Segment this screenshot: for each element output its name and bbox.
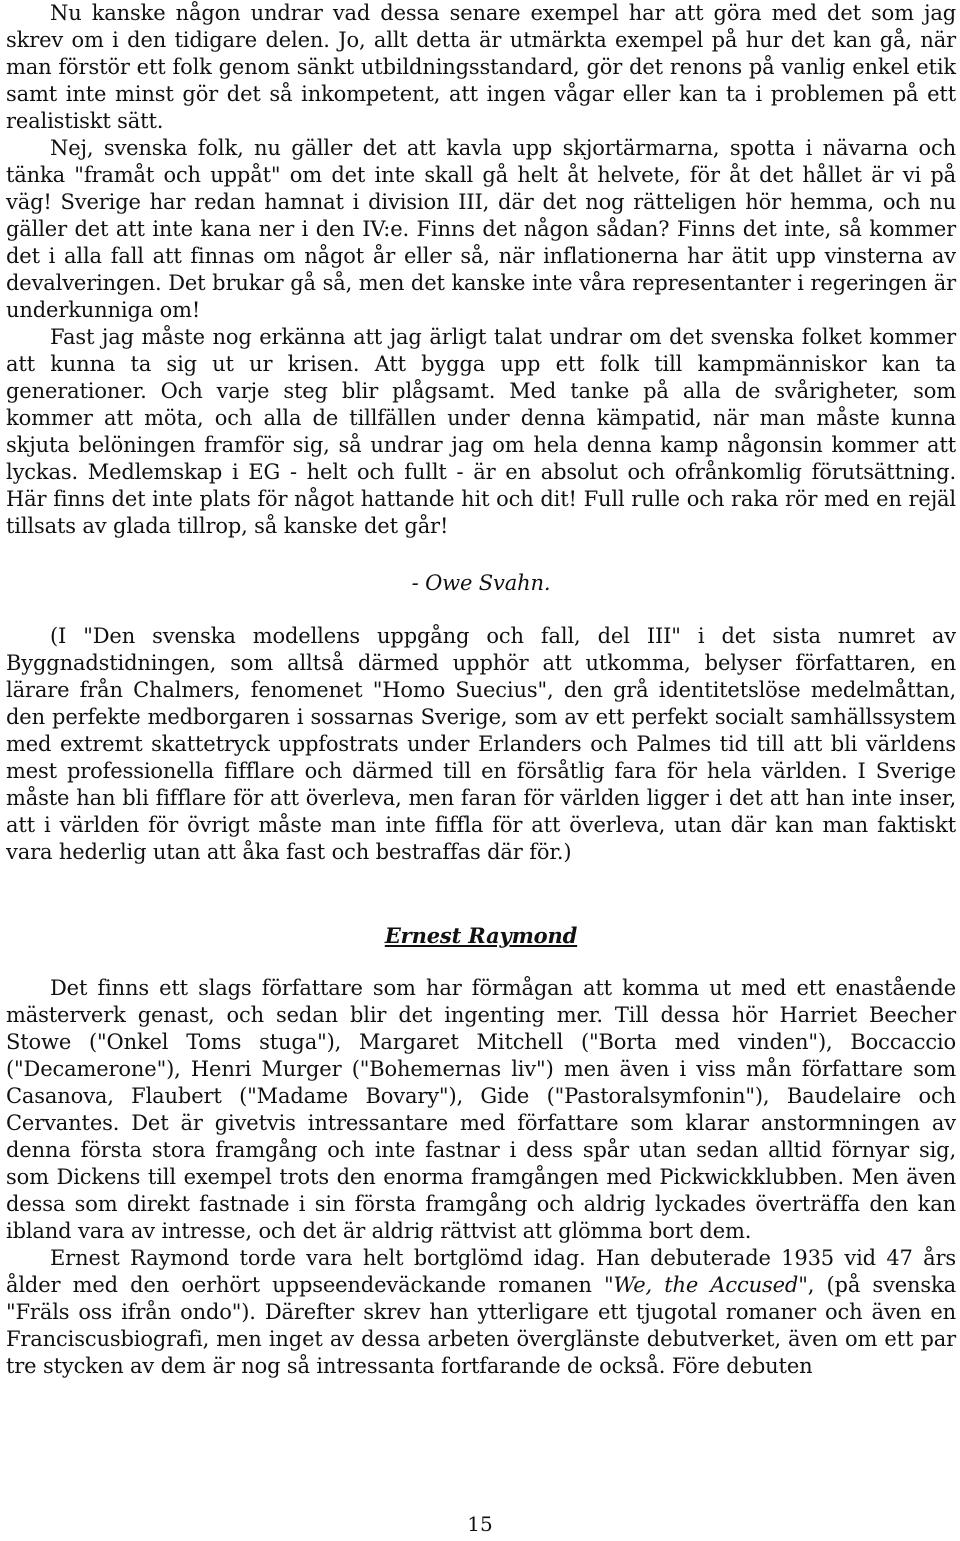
section-title: Ernest Raymond [384,923,578,948]
book-title: "We, the Accused" [603,1273,808,1297]
document-page [6,0,956,1380]
article-paragraph-3: Fast jag måste nog erkänna att jag ärligt talat undrar om det svenska folket kommer att kunna ta sig ut ur krisen. Att bygga upp ett folk till kampmänniskor kan ta generationer. Och varje steg blir plågsamt. Med tanke på alla de svårigheter, som kommer att möta, och alla de tillfällen under denna kämpatid, när man måste kunna skjuta belöningen framför sig, så undrar jag om hela denna kamp någonsin kommer att lyckas. Medlemskap i EG - helt och fullt - är en absolut och ofrånkomlig förutsättning. Här finns det inte plats för något hattande hit och dit! Full rulle och raka rör med en rejäl tillsats av glada tillrop, så kanske det går! [6,325,956,538]
section-paragraph-2-start: Ernest Raymond torde vara helt bortglömd idag. Han debuterade 1935 vid 47 års ålder med den oerhört uppseendeväckande romanen [6,1246,956,1297]
editor-note: (I "Den svenska modellens uppgång och fall, del III" i det sista numret av Byggnadstidningen, som alltså därmed upphör att utkomma, belyser författaren, en lärare från Chalmers, fenomenet "Homo Suecius", den grå identitetslöse medelmåttan, den perfekte medborgaren i sossarnas Sverige, som av ett perfekt socialt samhällssystem med extremt skattetryck uppfostrats under Erlanders och Palmes tid till att bli världens mest professionella fifflare och därmed till en försåtlig fara för hela världen. I Sverige måste han bli fifflare för att överleva, men faran för världen ligger i det att han inte inser, att i världen för övrigt måste man inte fiffla för att överleva, utan där kan man faktiskt vara hederlig utan att åka fast och bestraffas där för.) [6,624,956,864]
article-paragraph-2: Nej, svenska folk, nu gäller det att kavla upp skjortärmarna, spotta i nävarna och tänka "framåt och uppåt" om det inte skall gå helt åt helvete, för åt det hållet är vi på väg! Sverige har redan hamnat i division III, där det nog rätteligen hör hemma, och nu gäller det att inte kana ner i den IV:e. Finns det någon sådan? Finns det inte, så kommer det i alla fall att finnas om något år eller så, när inflationerna har ätit upp vinsterna av devalveringen. Det brukar gå så, men det kanske inte våra representanter i regeringen är underkunniga om! [6,136,956,322]
article-paragraph-1: Nu kanske någon undrar vad dessa senare exempel har att göra med det som jag skrev om i den tidigare delen. Jo, allt detta är utmärkta exempel på hur det kan gå, när man förstör ett folk genom sänkt utbildningsstandard, gör det renons på vanlig enkel etik samt inte minst gör det så inkompetent, att ingen vågar eller kan ta i problemen på ett realistiskt sätt. [6,1,956,133]
section-paragraph-2-end: , (på svenska "Fräls oss ifrån ondo"). Därefter skrev han ytterligare ett tjugotal romaner och även en Franciscusbiografi, men inget av dessa arbeten överglänste debutverket, även om ett par tre stycken av dem är nog så intressanta fortfarande de också. Före debuten [6,1273,956,1378]
section-paragraph-1: Det finns ett slags författare som har förmågan att komma ut med ett enastående mästerverk genast, och sedan blir det ingenting mer. Till dessa hör Harriet Beecher Stowe ("Onkel Toms stuga"), Margaret Mitchell ("Borta med vinden"), Boccaccio ("Decamerone"), Henri Murger ("Bohemernas liv") men även i viss mån författare som Casanova, Flaubert ("Madame Bovary"), Gide ("Pastoralsymfonin"), Baudelaire och Cervantes. Det är givetvis intressantare med författare som klarar anstormningen av denna första stora framgång och inte fastnar i dess spår utan sedan alltid förnyar sig, som Dickens till exempel trots den enorma framgången med Pickwickklubben. Men även dessa som direkt fastnade i sin första framgång och aldrig lyckades överträffa den kan ibland vara av intresse, och det är aldrig rättvist att glömma bort dem. [6,976,956,1243]
section-paragraph-2 [6,1245,956,1380]
author-signature: - Owe Svahn. [411,571,551,595]
page-number: 15 [467,1512,493,1536]
